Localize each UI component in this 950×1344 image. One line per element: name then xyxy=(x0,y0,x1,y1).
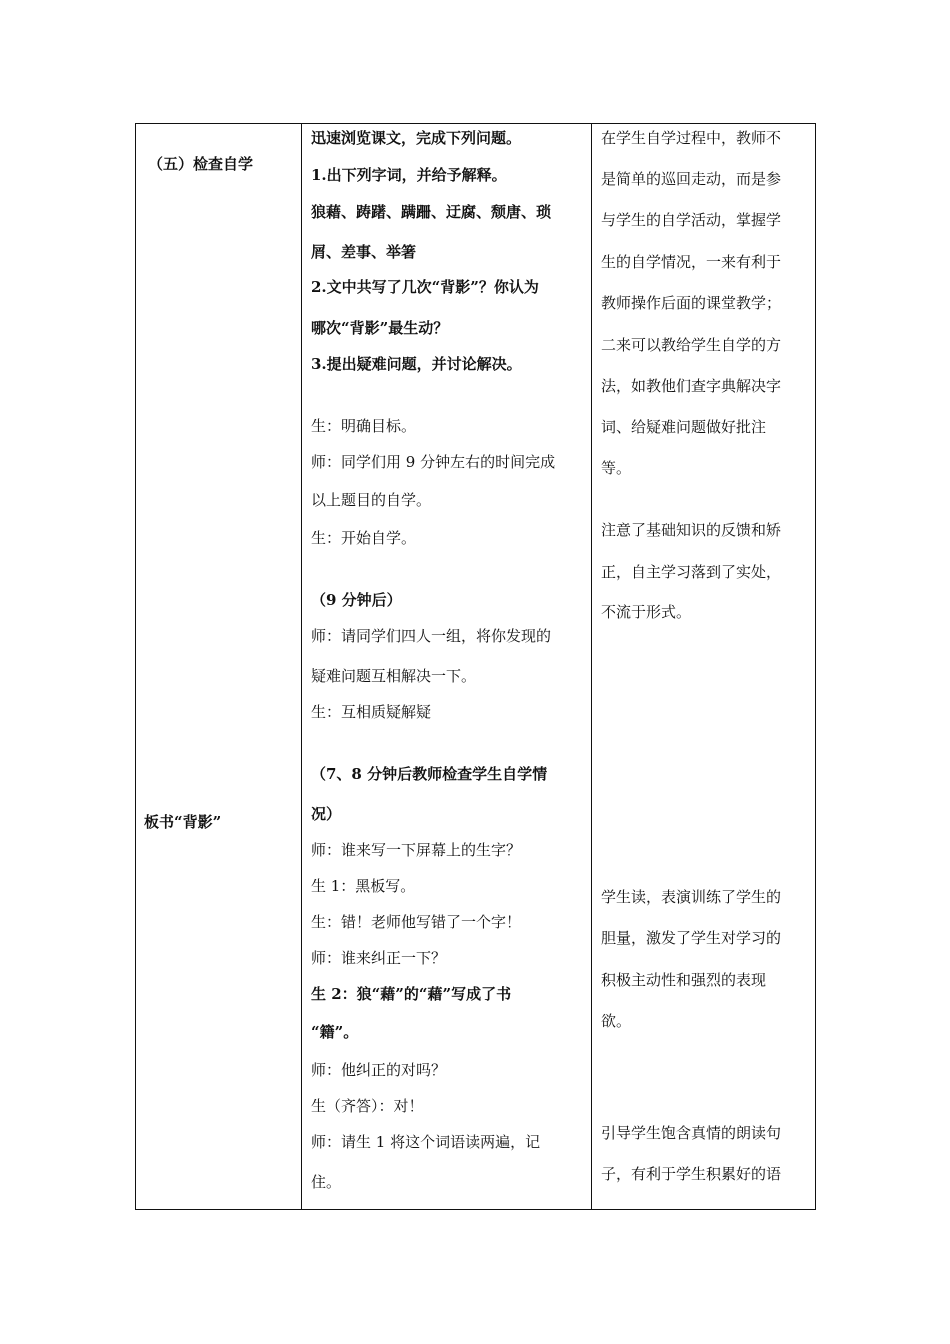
board-title: 板书“背影” xyxy=(144,813,222,831)
activity-line: 师：谁来纠正一下？ xyxy=(311,949,447,967)
intent-line: 欲。 xyxy=(601,1012,632,1030)
intent-line: 教师操作后面的课堂教学； xyxy=(601,294,782,312)
intent-line: 子，有利于学生积累好的语 xyxy=(601,1165,782,1183)
intent-line: 学生读，表演训练了学生的 xyxy=(601,888,782,906)
activity-line: （9 分钟后） xyxy=(311,591,402,609)
intent-line: 是简单的巡回走动，而是参 xyxy=(601,170,782,188)
intent-line: 正，自主学习落到了实处， xyxy=(601,563,782,581)
section-title: （五）检查自学 xyxy=(148,155,254,173)
activity-line: 迅速浏览课文，完成下列问题。 xyxy=(311,129,522,147)
activity-line: 师：请生 1 将这个词语读两遍，记 xyxy=(311,1133,541,1151)
intent-line: 二来可以教给学生自学的方 xyxy=(601,336,782,354)
activity-line: 2.文中共写了几次“背影”？你认为 xyxy=(311,278,539,296)
activity-line: （7、8 分钟后教师检查学生自学情 xyxy=(311,765,548,783)
lesson-table xyxy=(135,123,816,1210)
activity-line: 师：他纠正的对吗？ xyxy=(311,1061,447,1079)
activity-line: 住。 xyxy=(311,1173,342,1191)
activity-line: 生：明确目标。 xyxy=(311,417,417,435)
activity-line: 屑、差事、举箸 xyxy=(311,243,417,261)
intent-line: 法，如教他们查字典解决字 xyxy=(601,377,782,395)
activity-line: 1.出下列字词，并给予解释。 xyxy=(311,166,507,184)
activity-line: 师：同学们用 9 分钟左右的时间完成 xyxy=(311,453,556,471)
column-divider xyxy=(301,124,302,1209)
intent-line: 积极主动性和强烈的表现 xyxy=(601,971,767,989)
activity-line: 师：谁来写一下屏幕上的生字？ xyxy=(311,841,522,859)
activity-line: 狼藉、踌躇、蹒跚、迂腐、颓唐、琐 xyxy=(311,203,552,221)
activity-line: 生 2：狼“藉”的“藉”写成了书 xyxy=(311,985,512,1003)
intent-line: 注意了基础知识的反馈和矫 xyxy=(601,521,782,539)
activity-line: 疑难问题互相解决一下。 xyxy=(311,667,477,685)
activity-line: 3.提出疑难问题，并讨论解决。 xyxy=(311,355,522,373)
intent-line: 生的自学情况，一来有利于 xyxy=(601,253,782,271)
intent-line: 不流于形式。 xyxy=(601,603,692,621)
intent-line: 在学生自学过程中，教师不 xyxy=(601,129,782,147)
activity-line: 生：开始自学。 xyxy=(311,529,417,547)
activity-line: 以上题目的自学。 xyxy=(311,491,432,509)
activity-line: 生：互相质疑解疑 xyxy=(311,703,432,721)
activity-line: 生：错！老师他写错了一个字！ xyxy=(311,913,522,931)
intent-line: 引导学生饱含真情的朗读句 xyxy=(601,1124,782,1142)
activity-line: “籍”。 xyxy=(311,1023,359,1041)
intent-line: 与学生的自学活动，掌握学 xyxy=(601,211,782,229)
intent-line: 等。 xyxy=(601,459,632,477)
activity-line: 师：请同学们四人一组，将你发现的 xyxy=(311,627,552,645)
activity-line: 生（齐答）：对！ xyxy=(311,1097,424,1115)
activity-line: 哪次“背影”最生动？ xyxy=(311,319,449,337)
activity-line: 生 1：黑板写。 xyxy=(311,877,416,895)
activity-line: 况） xyxy=(311,805,342,823)
intent-line: 胆量，激发了学生对学习的 xyxy=(601,929,782,947)
column-divider xyxy=(591,124,592,1209)
intent-line: 词、给疑难问题做好批注 xyxy=(601,418,767,436)
